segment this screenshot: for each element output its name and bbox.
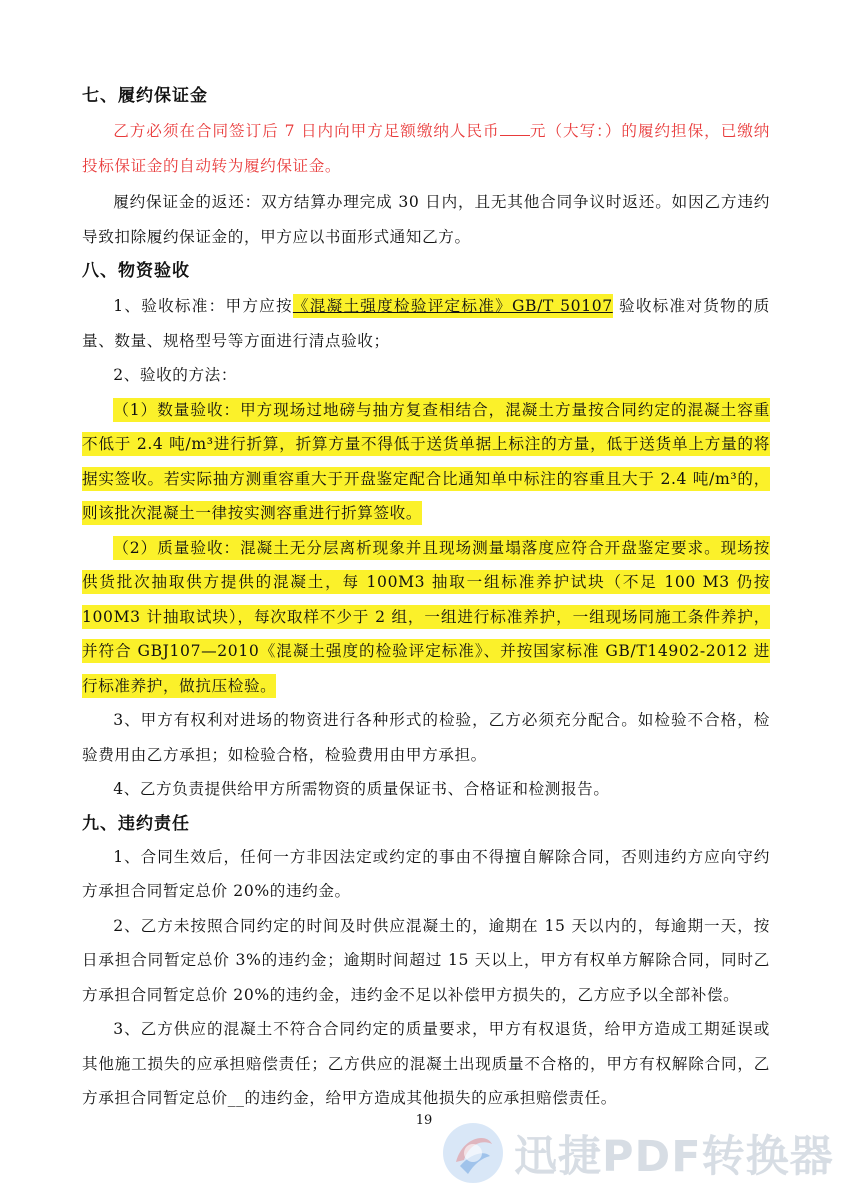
section-9-heading: 九、违约责任 <box>82 813 190 834</box>
pdf-converter-logo-icon <box>440 1120 506 1186</box>
section-8-paragraph-2: 2、验收的方法： <box>113 366 238 384</box>
section-8-paragraph-5: 3、甲方有权利对进场的物资进行各种形式的检验，乙方必须充分配合。如检验不合格，检验费用由乙方承担；如检验合格，检验费用由甲方承担。 <box>82 711 770 764</box>
section-7-p1-part-b: 元（大写：）的履约担保，已缴纳投标保证金的自动转为履约保证金。 <box>82 122 770 175</box>
section-9-paragraph-1: 1、合同生效后，任何一方非因法定或约定的事由不得擅自解除合同，否则违约方应向守约方承担合同暂定总价 20%的违约金。 <box>82 847 770 900</box>
quality-acceptance-highlight: （2）质量验收：混凝土无分层离析现象并且现场测量塌落度应符合开盘鉴定要求。现场按供货批次抽取供方提供的混凝土，每 100M3 抽取一组标准养护试块（不足 100 M3 仍按 100M3 计抽取试块），每次取样不少于 2 组，一组进行标准养护，一组现场同施工条件养护，并符合 GBJ107—2010《混凝土强度的检验评定标准》、并按国家标准 GB/T14902-2012 进行标准养护，做抗压检验。 <box>82 536 770 698</box>
section-8-paragraph-3 <box>82 393 770 531</box>
page-content <box>82 80 770 1116</box>
section-7-paragraph-2: 履约保证金的返还：双方结算办理完成 30 日内，且无其他合同争议时返还。如因乙方违约导致扣除履约保证金的，甲方应以书面形式通知乙方。 <box>82 193 770 246</box>
amount-blank <box>500 119 530 136</box>
quantity-acceptance-highlight: （1）数量验收：甲方现场过地磅与抽方复查相结合，混凝土方量按合同约定的混凝土容重不低于 2.4 吨/m³进行折算，折算方量不得低于送货单据上标注的方量，低于送货单上方量的将据实签收。若实际抽方测重容重大于开盘鉴定配合比通知单中标注的容重且大于 2.4 吨/m³的，则该批次混凝土一律按实测容重进行折算签收。 <box>82 398 770 526</box>
watermark <box>440 1118 840 1188</box>
page-number: 19 <box>415 1113 433 1128</box>
section-8-p1-part-a: 1、验收标准：甲方应按 <box>113 297 293 315</box>
section-7-p1-part-a: 乙方必须在合同签订后 7 日内向甲方足额缴纳人民币 <box>113 122 500 140</box>
section-7-paragraph-1 <box>82 114 770 183</box>
section-8-paragraph-6: 4、乙方负责提供给甲方所需物资的质量保证书、合格证和检测报告。 <box>113 780 610 798</box>
section-8-p1-part-c: 验收标准对货物的质量、数量、规格型号等方面进行清点验收； <box>82 297 770 350</box>
section-8-heading: 八、物资验收 <box>82 261 190 281</box>
section-8-paragraph-1 <box>82 289 770 358</box>
section-7-heading: 七、履约保证金 <box>82 86 208 106</box>
section-9-paragraph-2: 2、乙方未按照合同约定的时间及时供应混凝土的，逾期在 15 天以内的，每逾期一天，按日承担合同暂定总价 3%的违约金；逾期时间超过 15 天以上，甲方有权单方解除合同，同时乙方承担合同暂定总价 20%的违约金，违约金不足以补偿甲方损失的，乙方应予以全部补偿。 <box>82 916 770 1004</box>
section-9-paragraph-3: 3、乙方供应的混凝土不符合合同约定的质量要求，甲方有权退货，给甲方造成工期延误或其他施工损失的应承担赔偿责任；乙方供应的混凝土出现质量不合格的，甲方有权解除合同，乙方承担合同暂定总价__的违约金，给甲方造成其他损失的应承担赔偿责任。 <box>82 1020 770 1107</box>
section-8-paragraph-4 <box>82 531 770 704</box>
standard-reference-highlight: 《混凝土强度检验评定标准》GB/T 50107 <box>293 294 613 318</box>
watermark-text: 迅捷PDF转换器 <box>514 1131 834 1182</box>
